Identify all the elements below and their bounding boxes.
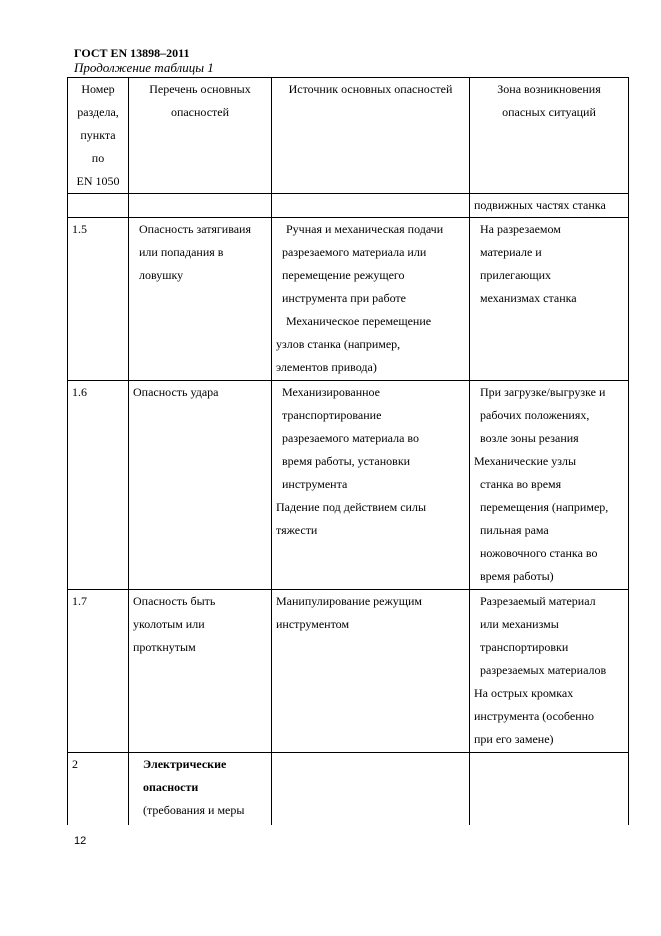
cell-line: время работы) <box>480 569 554 583</box>
header-line: опасных ситуаций <box>502 105 596 119</box>
table-row <box>68 753 629 825</box>
cell-line: рабочих положениях, <box>480 408 590 422</box>
carry-cell <box>129 194 272 218</box>
cell-line: Механические узлы <box>474 454 577 468</box>
cell-line: узлов станка (например, <box>276 337 401 351</box>
cell-line: Ручная и механическая подачи <box>286 222 444 236</box>
hazards-table <box>67 77 629 825</box>
cell-line: (требования и меры <box>143 803 245 817</box>
standard-title: ГОСТ EN 13898–2011 <box>74 46 190 60</box>
cell-line: возле зоны резания <box>480 431 579 445</box>
table-row <box>68 218 629 381</box>
hazard-cell <box>129 590 272 753</box>
cell-line: или механизмы <box>480 617 559 631</box>
header-line: пункта <box>80 128 116 142</box>
zone-cell <box>470 381 629 590</box>
cell-line: подвижных частях станка <box>474 198 606 212</box>
cell-line: На разрезаемом <box>480 222 561 236</box>
section-number-cell <box>68 218 129 381</box>
header-section-number <box>68 78 129 194</box>
zone-cell <box>470 590 629 753</box>
cell-line: время работы, установки <box>282 454 411 468</box>
cell-line: тяжести <box>276 523 318 537</box>
cell-line: перемещения (например, <box>480 500 609 514</box>
section-number-cell <box>68 590 129 753</box>
source-cell <box>272 381 470 590</box>
cell-line: материале и <box>480 245 542 259</box>
cell-line: Опасность затягиваия <box>139 222 251 236</box>
cell-line: Падение под действием силы <box>276 500 427 514</box>
cell-line: инструмента (особенно <box>474 709 595 723</box>
cell-line: пильная рама <box>480 523 549 537</box>
cell-line: 1.7 <box>72 594 87 608</box>
hazard-cell <box>129 381 272 590</box>
source-cell <box>272 753 470 825</box>
header-line: Зона возникновения <box>497 82 601 96</box>
cell-line: разрезаемого материала во <box>282 431 419 445</box>
cell-line: при его замене) <box>474 732 554 746</box>
source-cell <box>272 590 470 753</box>
cell-line: Разрезаемый материал <box>480 594 596 608</box>
cell-line: разрезаемого материала или <box>282 245 427 259</box>
cell-line: инструментом <box>276 617 350 631</box>
cell-line: Электрические <box>143 757 227 771</box>
header-hazard-zone <box>470 78 629 194</box>
cell-line: прилегающих <box>480 268 552 282</box>
cell-line: На острых кромках <box>474 686 574 700</box>
header-line: раздела, <box>77 105 119 119</box>
cell-line: или попадания в <box>139 245 224 259</box>
cell-line: 1.6 <box>72 385 87 399</box>
cell-line: проткнутым <box>133 640 196 654</box>
header-line: Перечень основных <box>149 82 251 96</box>
table-row <box>68 590 629 753</box>
cell-line: механизмах станка <box>480 291 577 305</box>
cell-line: Механизированное <box>282 385 381 399</box>
cell-line: опасности <box>143 780 199 794</box>
cell-line: инструмента <box>282 477 348 491</box>
cell-line: станка во время <box>480 477 562 491</box>
source-cell <box>272 218 470 381</box>
table-continuation-caption: Продолжение таблицы 1 <box>74 60 214 75</box>
table-header-row <box>68 78 629 194</box>
table-row <box>68 381 629 590</box>
cell-line: уколотым или <box>133 617 205 631</box>
header-hazard-list <box>129 78 272 194</box>
cell-line: ловушку <box>139 268 184 282</box>
cell-line: элементов привода) <box>276 360 377 374</box>
page-number: 12 <box>74 835 87 847</box>
cell-line: Опасность быть <box>133 594 216 608</box>
cell-line: Механическое перемещение <box>286 314 432 328</box>
section-number-cell <box>68 381 129 590</box>
cell-line: Манипулирование режущим <box>276 594 423 608</box>
cell-line: При загрузке/выгрузке и <box>480 385 606 399</box>
carry-over-row <box>68 194 629 218</box>
carry-cell <box>68 194 129 218</box>
zone-cell <box>470 218 629 381</box>
cell-line: разрезаемых материалов <box>480 663 607 677</box>
cell-line: транспортирование <box>282 408 382 422</box>
header-line: Номер <box>81 82 115 96</box>
cell-line: инструмента при работе <box>282 291 406 305</box>
carry-cell <box>272 194 470 218</box>
carry-zone-cell <box>470 194 629 218</box>
header-hazard-source <box>272 78 470 194</box>
hazard-cell <box>129 753 272 825</box>
header-line: EN 1050 <box>76 174 120 188</box>
cell-line: транспортировки <box>480 640 569 654</box>
section-number-cell <box>68 753 129 825</box>
cell-line: 2 <box>72 757 78 771</box>
cell-line: ножовочного станка во <box>480 546 598 560</box>
cell-line: Опасность удара <box>133 385 219 399</box>
cell-line: 1.5 <box>72 222 87 236</box>
cell-line: перемещение режущего <box>282 268 405 282</box>
header-line: опасностей <box>170 105 230 119</box>
header-line: Источник основных опасностей <box>288 82 453 96</box>
header-line: по <box>91 151 105 165</box>
zone-cell <box>470 753 629 825</box>
hazard-cell <box>129 218 272 381</box>
